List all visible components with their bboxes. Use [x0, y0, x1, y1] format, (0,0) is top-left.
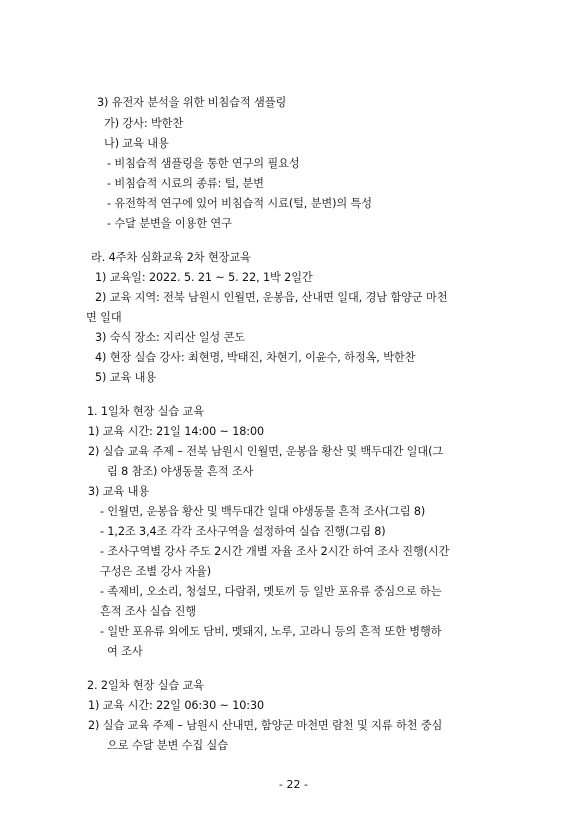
line-item: 1) 교육일: 2022. 5. 21 ~ 5. 22, 1박 2일간 [95, 271, 313, 284]
line-item: 3) 숙식 장소: 지리산 일성 콘도 [95, 331, 246, 344]
line-section-ra: 라. 4주차 심화교육 2차 현장교육 [91, 251, 251, 264]
line-bullet: - 1,2조 3,4조 각각 조사구역을 설정하여 실습 진행(그림 8) [100, 525, 386, 538]
line-section-3: 3) 유전자 분석을 위한 비침습적 샘플링 [97, 96, 287, 109]
line-item: 2) 실습 교육 주제 – 남원시 산내면, 함양군 마천면 람천 및 지류 하천 중심 [88, 719, 443, 732]
line-bullet-continued: 여 조사 [107, 645, 143, 658]
line-bullet-continued: 구성은 조별 강사 자율) [100, 565, 211, 578]
line-content-heading: 나) 교육 내용 [104, 137, 169, 150]
line-bullet: - 족제비, 오소리, 청설모, 다람쥐, 멧토끼 등 일반 포유류 중심으로 하는 [100, 585, 442, 598]
line-instructor: 가) 강사: 박한찬 [104, 117, 184, 130]
line-item: 1) 교육 시간: 21일 14:00 ~ 18:00 [88, 425, 265, 438]
line-bullet: - 유전학적 연구에 있어 비침습적 시료(털, 분변)의 특성 [107, 197, 372, 210]
line-bullet: - 일반 포유류 외에도 담비, 멧돼지, 노루, 고라니 등의 흔적 또한 병행하 [100, 625, 442, 638]
line-bullet: - 비침습적 샘플링을 통한 연구의 필요성 [107, 157, 300, 170]
line-bullet: - 수달 분변을 이용한 연구 [107, 217, 232, 230]
line-bullet: - 조사구역별 강사 주도 2시간 개별 자율 조사 2시간 하여 조사 진행(시간 [100, 545, 450, 558]
line-item: 5) 교육 내용 [95, 371, 157, 384]
page-number: - 22 - [279, 778, 308, 791]
line-item: 4) 현장 실습 강사: 최현명, 박태진, 차현기, 이윤수, 하정옥, 박한찬 [95, 351, 416, 364]
line-item-continued: 림 8 참조) 야생동물 흔적 조사 [107, 465, 254, 478]
line-item-continued: 면 일대 [86, 311, 122, 324]
line-bullet: - 비침습적 시료의 종류: 털, 분변 [107, 177, 264, 190]
line-bullet: - 인월면, 운봉읍 황산 및 백두대간 일대 야생동물 흔적 조사(그림 8) [100, 505, 426, 518]
line-day2-heading: 2. 2일차 현장 실습 교육 [87, 679, 204, 692]
line-item: 1) 교육 시간: 22일 06:30 ~ 10:30 [88, 699, 265, 712]
line-item: 2) 교육 지역: 전북 남원시 인월면, 운봉읍, 산내면 일대, 경남 함양군 마천 [95, 291, 448, 304]
line-day1-heading: 1. 1일차 현장 실습 교육 [87, 405, 204, 418]
line-bullet-continued: 흔적 조사 실습 진행 [100, 605, 197, 618]
line-item: 2) 실습 교육 주제 – 전북 남원시 인월면, 운봉읍 황산 및 백두대간 일대(그 [88, 445, 444, 458]
line-item-continued: 으로 수달 분변 수집 실습 [107, 739, 228, 752]
line-item: 3) 교육 내용 [88, 485, 150, 498]
